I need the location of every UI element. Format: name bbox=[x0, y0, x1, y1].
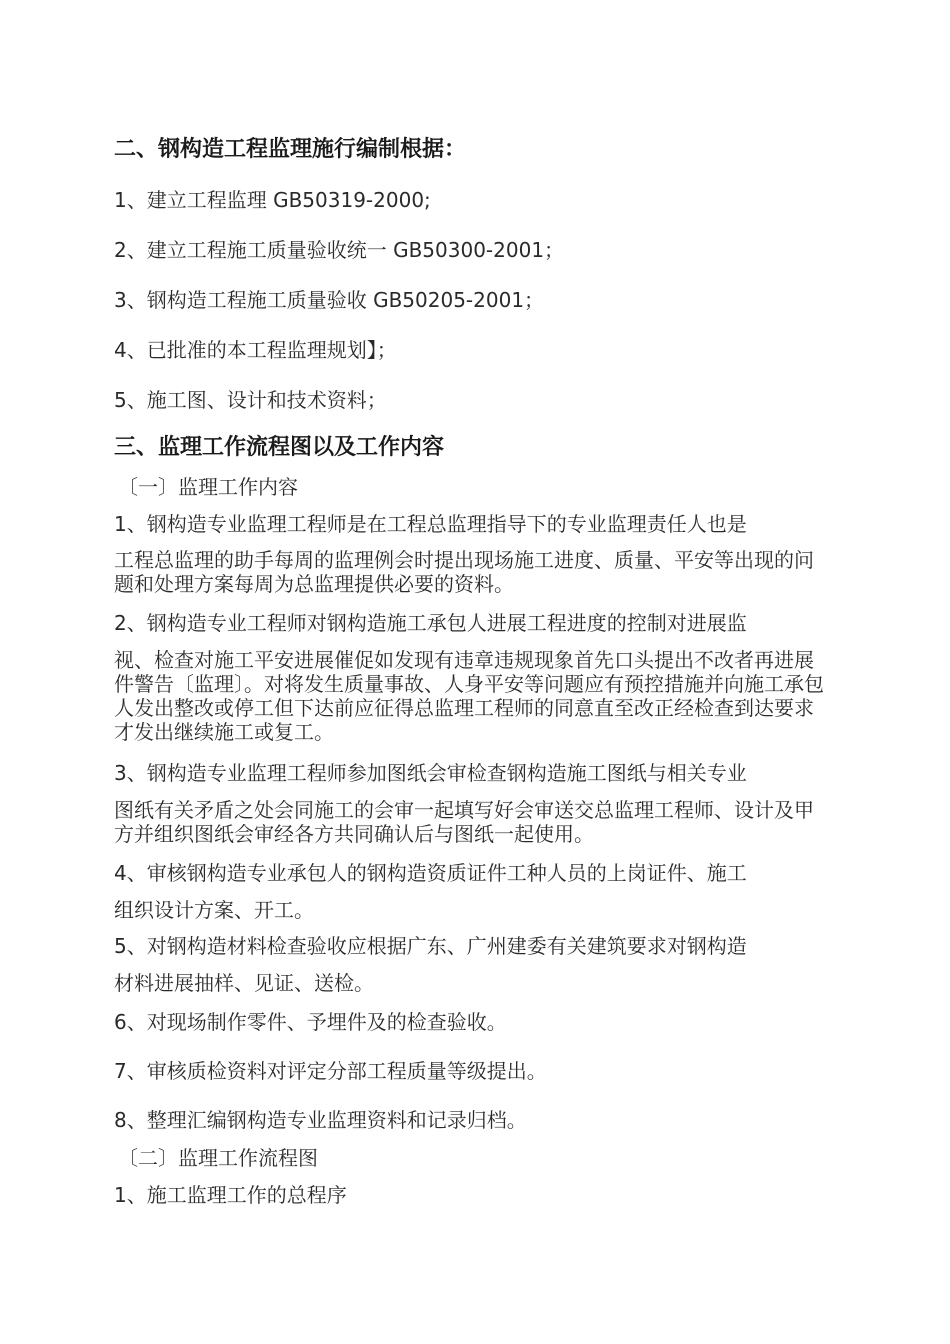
list-item: 3、钢构造工程施工质量验收 GB50205-2001； bbox=[114, 288, 545, 312]
paragraph-first-line: 5、对钢构造材料检查验收应根据广东、广州建委有关建筑要求对钢构造 bbox=[114, 934, 747, 958]
section-heading-2: 二、钢构造工程监理施行编制根据： bbox=[114, 137, 467, 162]
list-item: 6、对现场制作零件、予埋件及的检查验收。 bbox=[114, 1010, 507, 1034]
paragraph-body: 图纸有关矛盾之处会同施工的会审一起填写好会审送交总监理工程师、设计及甲方并组织图纸会审经各方共同确认后与图纸一起使用。 bbox=[114, 798, 814, 846]
list-item: 8、整理汇编钢构造专业监理资料和记录归档。 bbox=[114, 1108, 527, 1132]
paragraph-body: 组织设计方案、开工。 bbox=[114, 898, 314, 922]
section-heading-3: 三、监理工作流程图以及工作内容 bbox=[114, 435, 445, 460]
list-item: 7、审核质检资料对评定分部工程质量等级提出。 bbox=[114, 1059, 547, 1083]
paragraph-body: 工程总监理的助手每周的监理例会时提出现场施工进度、质量、平安等出现的问题和处理方案每周为总监理提供必要的资料。 bbox=[114, 548, 814, 596]
subsection-heading: 〔一〕监理工作内容 bbox=[118, 475, 298, 499]
list-item: 4、已批准的本工程监理规划】； bbox=[114, 338, 397, 362]
subsection-heading: 〔二〕监理工作流程图 bbox=[118, 1146, 318, 1170]
paragraph-first-line: 2、钢构造专业工程师对钢构造施工承包人进展工程进度的控制对进展监 bbox=[114, 611, 747, 635]
list-item: 1、建立工程监理 GB50319-2000; bbox=[114, 188, 431, 212]
paragraph-first-line: 4、审核钢构造专业承包人的钢构造资质证件工种人员的上岗证件、施工 bbox=[114, 861, 747, 885]
paragraph-body: 视、检查对施工平安进展催促如发现有违章违规现象首先口头提出不改者再进展件警告〔监理〕。对将发生质量事故、人身平安等问题应有预控措施并向施工承包人发出整改或停工但下达前应征得总监理工程师的同意直至改正经检查到达要求才发出继续施工或复工。 bbox=[114, 648, 824, 744]
list-item: 1、施工监理工作的总程序 bbox=[114, 1183, 347, 1207]
list-item: 5、施工图、设计和技术资料； bbox=[114, 388, 387, 412]
paragraph-first-line: 1、钢构造专业监理工程师是在工程总监理指导下的专业监理责任人也是 bbox=[114, 512, 747, 536]
paragraph-body: 材料进展抽样、见证、送检。 bbox=[114, 971, 374, 995]
paragraph-first-line: 3、钢构造专业监理工程师参加图纸会审检查钢构造施工图纸与相关专业 bbox=[114, 761, 747, 785]
list-item: 2、建立工程施工质量验收统一 GB50300-2001； bbox=[114, 238, 565, 262]
